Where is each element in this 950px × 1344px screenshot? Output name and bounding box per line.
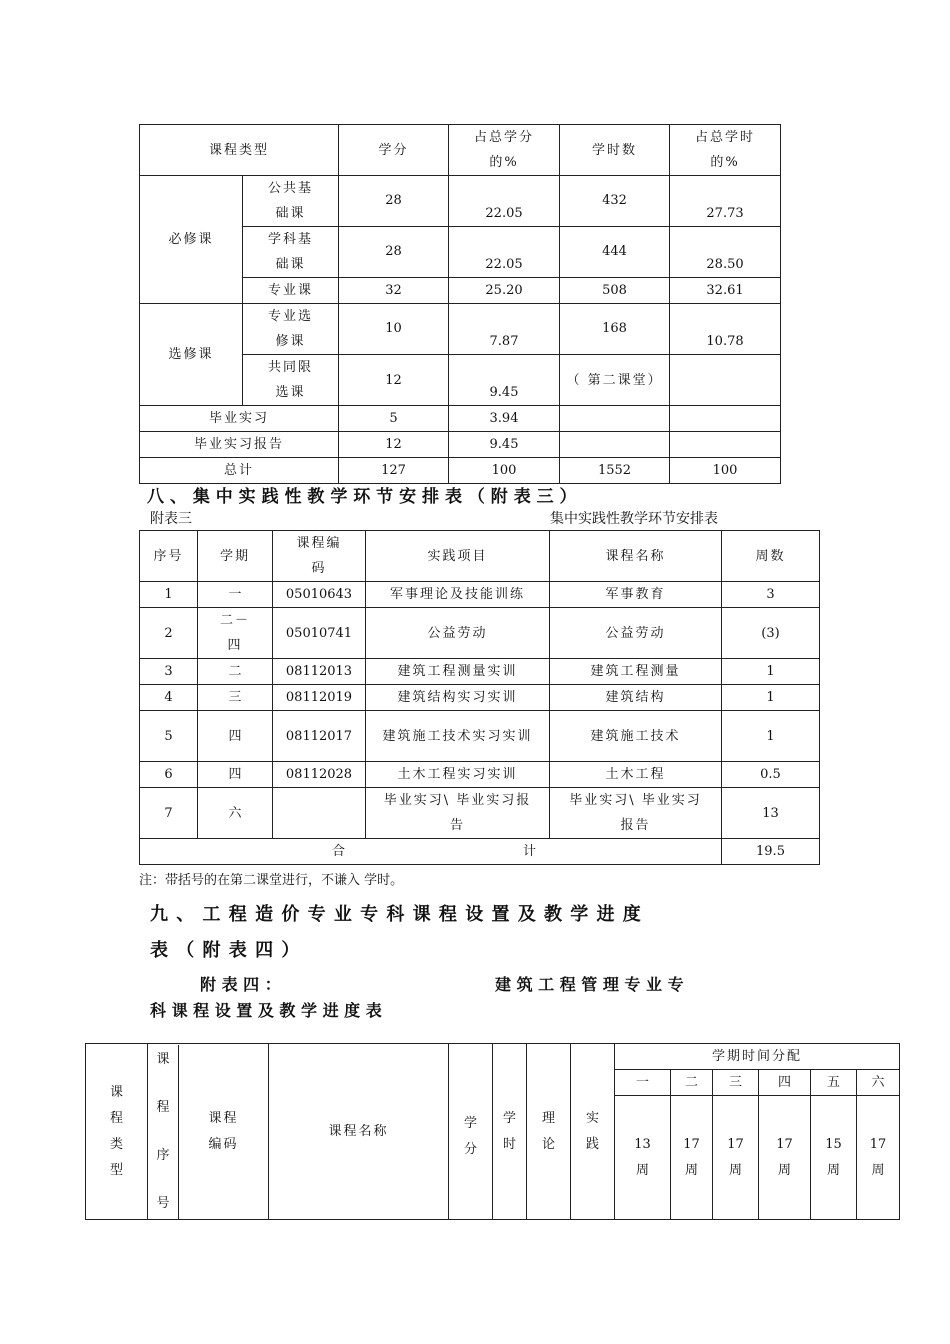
row-hours: 432 <box>560 176 670 227</box>
semester-label: 五 <box>811 1070 857 1096</box>
row-name: 毕业实习 <box>140 406 339 432</box>
row-hours: 168 <box>560 304 670 355</box>
row-weeks: 1 <box>722 685 820 711</box>
row-hours <box>560 406 670 432</box>
row-hours-pct <box>670 432 781 458</box>
header-hours-pct: 占总学时的% <box>670 125 781 176</box>
row-credit: 28 <box>339 227 449 278</box>
row-credit-pct: 22.05 <box>449 176 560 227</box>
semester-weeks: 13 周 <box>615 1096 671 1220</box>
header-weeks: 周数 <box>722 531 820 582</box>
total-right: 计 <box>522 844 536 859</box>
row-hours-pct: 32.61 <box>670 278 781 304</box>
section-heading-9-cont: 表 （ 附 表 四 ） <box>150 940 301 961</box>
row-term: 二－四 <box>198 608 273 659</box>
course-schedule-table <box>85 1043 900 1220</box>
row-term: 一 <box>198 582 273 608</box>
row-code: 08112028 <box>273 762 366 788</box>
row-project: 毕业实习\ 毕业实习报告 <box>366 788 550 839</box>
row-no: 6 <box>140 762 198 788</box>
header-no: 序号 <box>140 531 198 582</box>
caption4-left: 附 表 四 ： <box>200 975 281 994</box>
row-name: 学科基础课 <box>243 227 339 278</box>
header-project: 实践项目 <box>366 531 550 582</box>
row-course: 毕业实习\ 毕业实习报告 <box>550 788 722 839</box>
row-credit: 12 <box>339 432 449 458</box>
row-hours: 508 <box>560 278 670 304</box>
row-no: 3 <box>140 659 198 685</box>
row-hours-pct <box>670 406 781 432</box>
header-hours: 学时数 <box>560 125 670 176</box>
row-no: 5 <box>140 711 198 762</box>
row-term: 二 <box>198 659 273 685</box>
row-credit: 10 <box>339 304 449 355</box>
row-hours-pct: 10.78 <box>670 304 781 355</box>
total-weeks: 19.5 <box>722 839 820 865</box>
row-weeks: (3) <box>722 608 820 659</box>
row-code: 08112017 <box>273 711 366 762</box>
row-credit-pct: 25.20 <box>449 278 560 304</box>
header-type: 课 程 类 型 <box>86 1044 148 1220</box>
header-credit: 学 分 <box>449 1044 493 1220</box>
row-hours: 444 <box>560 227 670 278</box>
row-hours-pct: 100 <box>670 458 781 484</box>
row-name: 专业课 <box>243 278 339 304</box>
semester-label: 六 <box>857 1070 900 1096</box>
group-required: 必修课 <box>140 176 243 304</box>
row-total-name: 总计 <box>140 458 339 484</box>
row-name: 共同限选课 <box>243 355 339 406</box>
row-credit-pct: 7.87 <box>449 304 560 355</box>
row-course: 建筑结构 <box>550 685 722 711</box>
semester-weeks: 17 周 <box>671 1096 713 1220</box>
row-credit: 12 <box>339 355 449 406</box>
row-credit-pct: 100 <box>449 458 560 484</box>
row-hours-pct: 28.50 <box>670 227 781 278</box>
header-credit-pct: 占总学分的% <box>449 125 560 176</box>
row-project: 建筑结构实习实训 <box>366 685 550 711</box>
header-course-type: 课程类型 <box>140 125 339 176</box>
caption-right: 集中实践性教学环节安排表 <box>550 511 718 527</box>
row-course: 军事教育 <box>550 582 722 608</box>
row-term: 三 <box>198 685 273 711</box>
caption-left: 附表三 <box>150 511 192 527</box>
header-theory: 理 论 <box>527 1044 571 1220</box>
row-weeks: 13 <box>722 788 820 839</box>
semester-weeks: 15 周 <box>811 1096 857 1220</box>
row-code: 08112019 <box>273 685 366 711</box>
header-course: 课程名称 <box>550 531 722 582</box>
row-credit-pct: 9.45 <box>449 432 560 458</box>
semester-label: 二 <box>671 1070 713 1096</box>
header-seq: 课 程 序 号 <box>148 1045 179 1219</box>
row-credit: 32 <box>339 278 449 304</box>
row-credit-pct: 9.45 <box>449 355 560 406</box>
row-project: 公益劳动 <box>366 608 550 659</box>
row-weeks: 3 <box>722 582 820 608</box>
footnote: 注：带括号的在第二课堂进行，不谦入 学时。 <box>139 873 404 888</box>
row-project: 建筑施工技术实习实训 <box>366 711 550 762</box>
section-heading-8: 八 、 集 中 实 践 性 教 学 环 节 安 排 表 （ 附 表 三 ） <box>147 487 577 507</box>
semester-label: 四 <box>759 1070 811 1096</box>
credit-summary-table <box>139 124 781 484</box>
row-term: 四 <box>198 762 273 788</box>
row-code: 05010643 <box>273 582 366 608</box>
header-code: 课程编码 <box>273 531 366 582</box>
row-credit: 28 <box>339 176 449 227</box>
row-course: 建筑施工技术 <box>550 711 722 762</box>
total-label <box>140 839 722 865</box>
header-practice: 实 践 <box>571 1044 615 1220</box>
row-course: 建筑工程测量 <box>550 659 722 685</box>
row-project: 军事理论及技能训练 <box>366 582 550 608</box>
semester-label: 一 <box>615 1070 671 1096</box>
header-code: 课程编码 <box>208 1110 239 1152</box>
row-weeks: 0.5 <box>722 762 820 788</box>
row-hours <box>560 432 670 458</box>
row-hours: （ 第二课堂） <box>560 355 670 406</box>
row-code <box>273 788 366 839</box>
semester-weeks: 17 周 <box>857 1096 900 1220</box>
row-code: 08112013 <box>273 659 366 685</box>
row-credit: 5 <box>339 406 449 432</box>
row-course: 公益劳动 <box>550 608 722 659</box>
semester-weeks: 17 周 <box>759 1096 811 1220</box>
practice-schedule-table <box>139 530 820 865</box>
row-weeks: 1 <box>722 659 820 685</box>
row-name: 公共基础课 <box>243 176 339 227</box>
row-hours: 1552 <box>560 458 670 484</box>
row-term: 六 <box>198 788 273 839</box>
row-credit-pct: 22.05 <box>449 227 560 278</box>
row-no: 2 <box>140 608 198 659</box>
row-term: 四 <box>198 711 273 762</box>
row-hours-pct: 27.73 <box>670 176 781 227</box>
group-elective: 选修课 <box>140 304 243 406</box>
total-left: 合 <box>332 844 346 859</box>
semester-label: 三 <box>713 1070 759 1096</box>
row-hours-pct <box>670 355 781 406</box>
header-semester-allocation: 学期时间分配 <box>615 1044 900 1070</box>
header-hours: 学 时 <box>493 1044 527 1220</box>
row-name: 专业选修课 <box>243 304 339 355</box>
row-credit-pct: 3.94 <box>449 406 560 432</box>
row-course: 土木工程 <box>550 762 722 788</box>
row-name: 毕业实习报告 <box>140 432 339 458</box>
caption4-right: 建 筑 工 程 管 理 专 业 专 <box>495 975 684 994</box>
caption4-line2: 科 课 程 设 置 及 教 学 进 度 表 <box>150 1001 382 1020</box>
header-term: 学期 <box>198 531 273 582</box>
row-credit: 127 <box>339 458 449 484</box>
row-no: 4 <box>140 685 198 711</box>
row-no: 7 <box>140 788 198 839</box>
row-project: 土木工程实习实训 <box>366 762 550 788</box>
row-project: 建筑工程测量实训 <box>366 659 550 685</box>
semester-weeks: 17 周 <box>713 1096 759 1220</box>
row-code: 05010741 <box>273 608 366 659</box>
row-weeks: 1 <box>722 711 820 762</box>
header-course-name: 课程名称 <box>269 1044 449 1220</box>
row-no: 1 <box>140 582 198 608</box>
section-heading-9: 九 、 工 程 造 价 专 业 专 科 课 程 设 置 及 教 学 进 度 <box>150 904 642 925</box>
header-seq-code <box>148 1044 269 1220</box>
header-credit: 学分 <box>339 125 449 176</box>
